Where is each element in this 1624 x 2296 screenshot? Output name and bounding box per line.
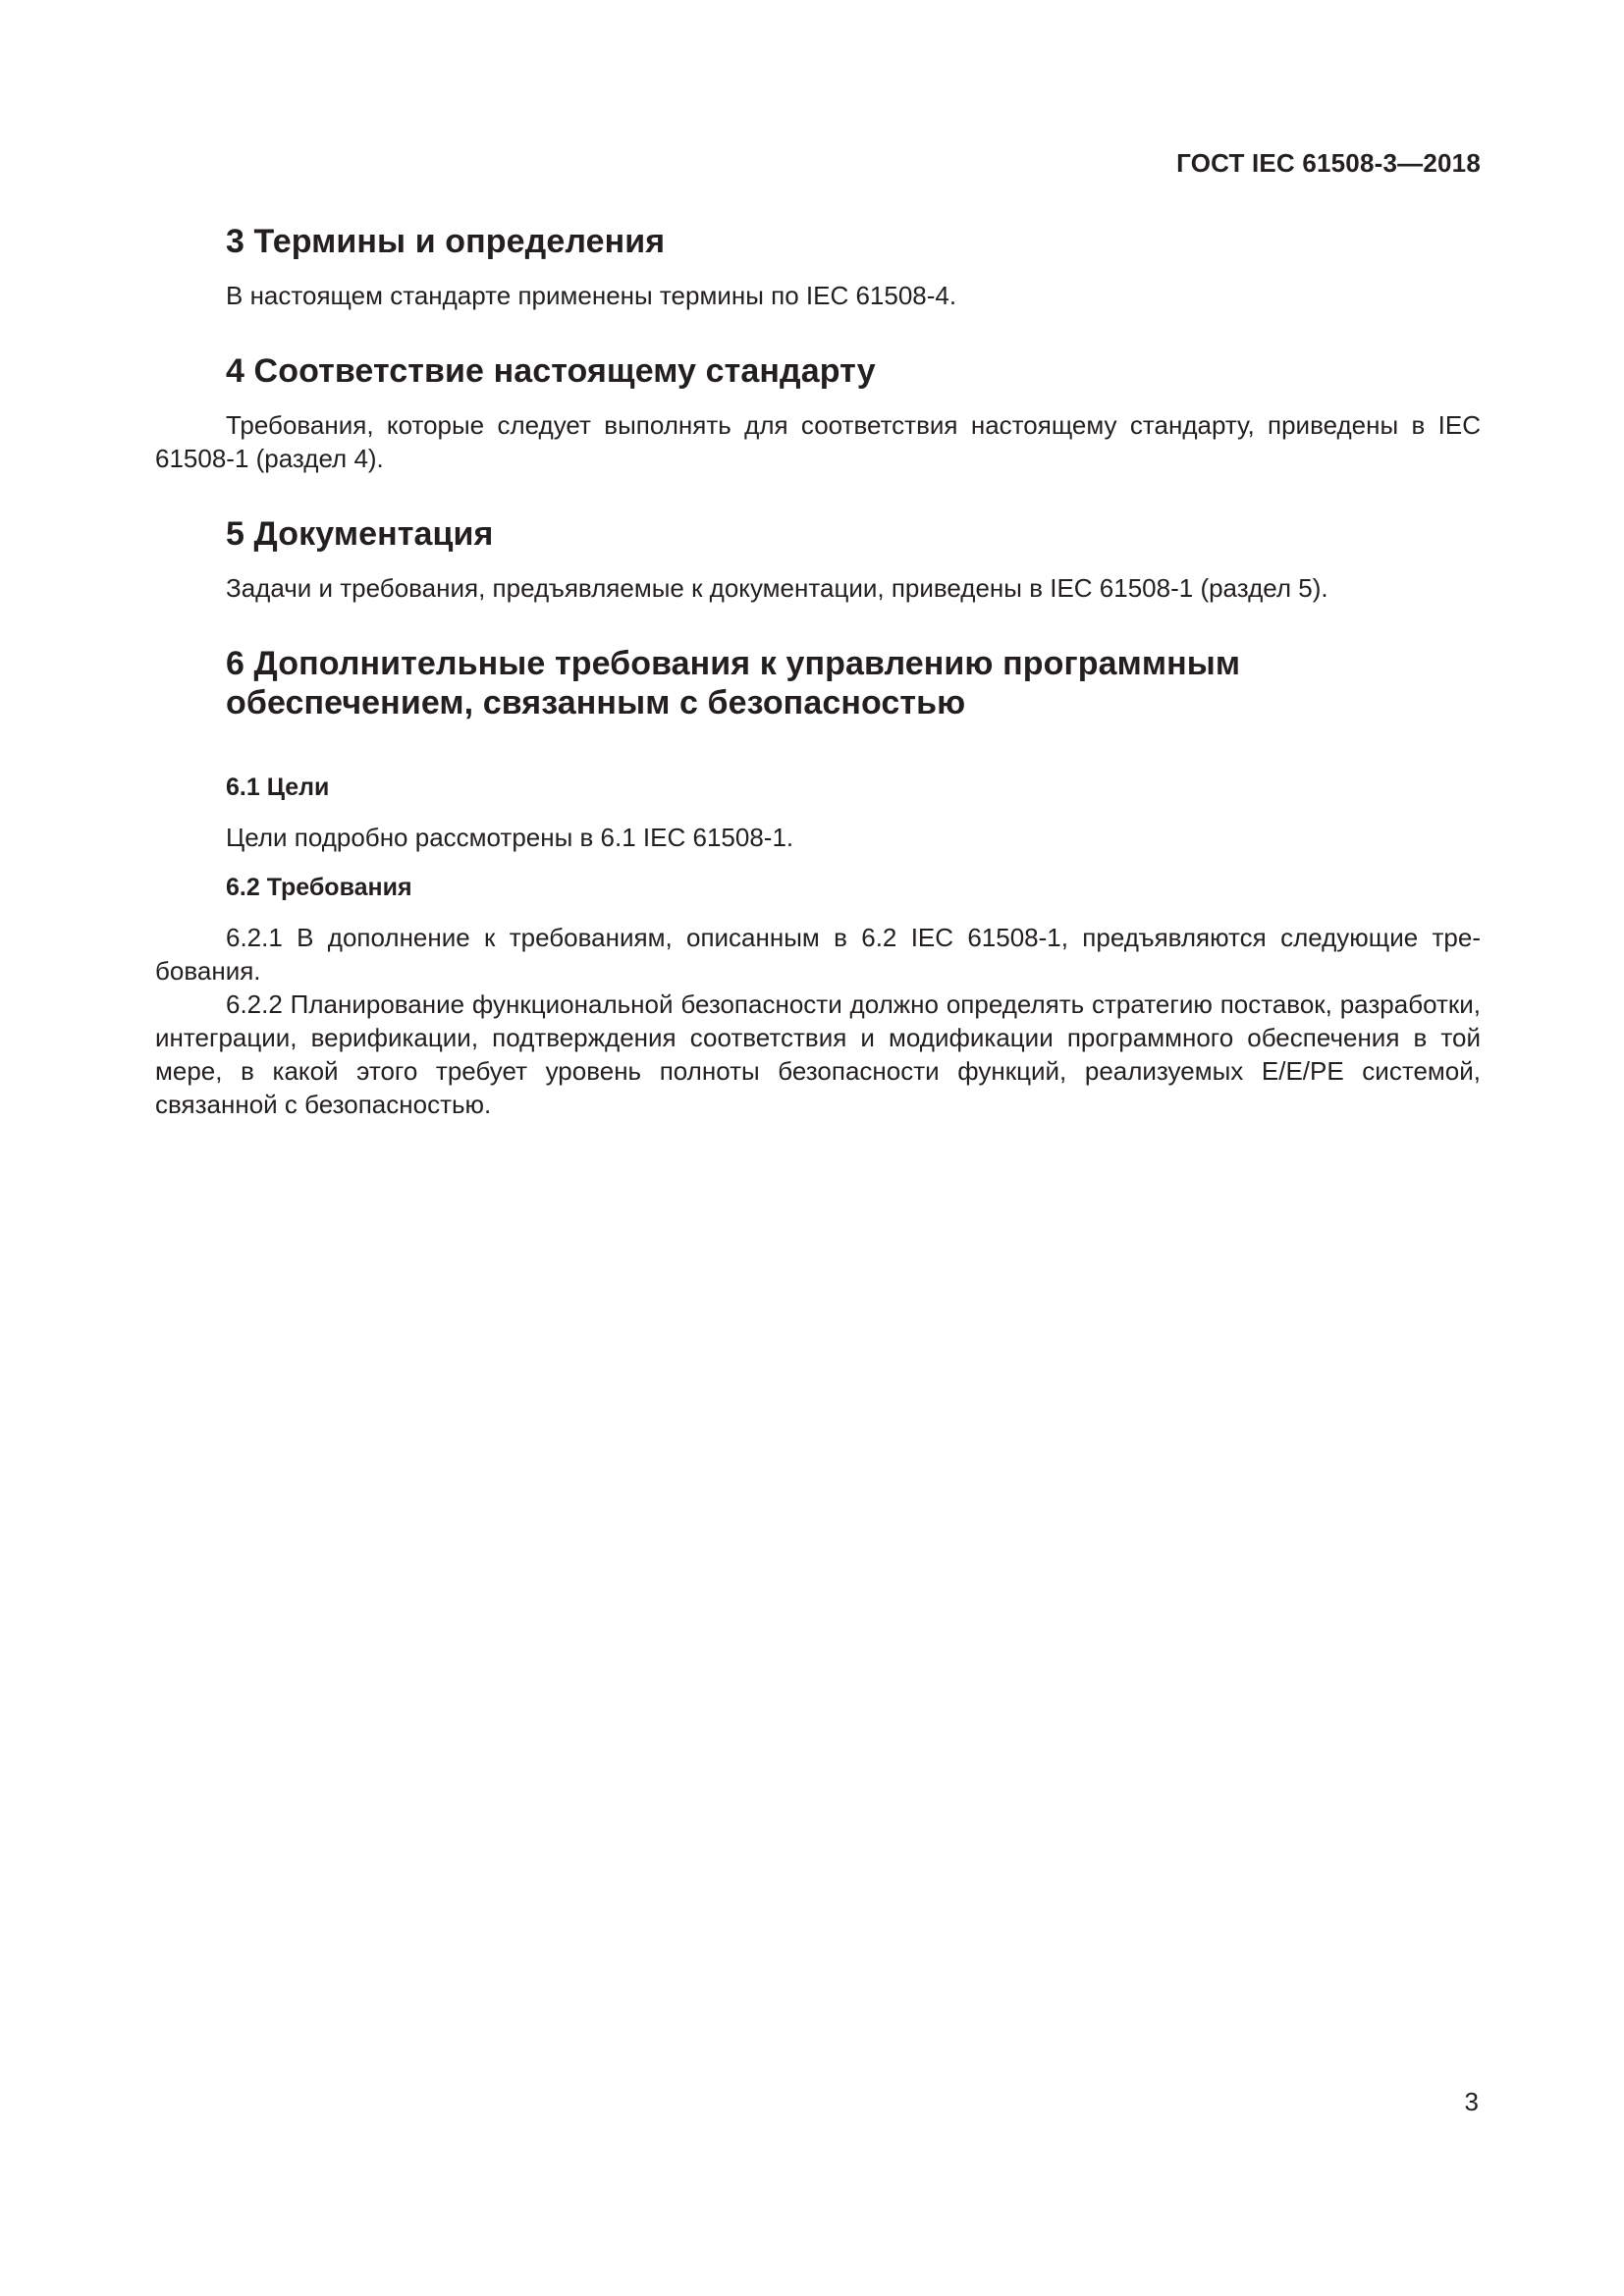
section-5-text: Задачи и требования, предъявляемые к документации, приведены в IEC 61508-1 (раздел 5). <box>226 573 1328 603</box>
section-6-title: 6 Дополнительные требования к управлению программным обеспечением, связанным с безопасностью <box>226 645 1241 721</box>
clause-6-2-1-text: 6.2.1 В дополнение к требованиям, описанным в 6.2 IEC 61508-1, предъявляются следующие требования. <box>155 923 1481 986</box>
section-3-title: 3 Термины и определения <box>226 223 666 260</box>
page-content <box>155 222 1481 1121</box>
running-header: ГОСТ IEC 61508-3—2018 <box>1176 148 1481 178</box>
section-3-text: В настоящем стандарте применены термины по IEC 61508-4. <box>226 281 957 310</box>
section-4-title: 4 Соответствие настоящему стандарту <box>226 352 876 390</box>
subsection-6-2-title: 6.2 Требования <box>226 874 412 901</box>
subsection-6-1-text: Цели подробно рассмотрены в 6.1 IEC 61508-1. <box>226 823 794 852</box>
page-number: 3 <box>1464 2087 1479 2116</box>
section-5-title: 5 Документация <box>226 515 494 553</box>
section-4-text: Требования, которые следует выполнять для соответствия настоящему стандарту, приведены в IEC 61508-1 (раздел 4). <box>155 410 1481 473</box>
subsection-6-1-title: 6.1 Цели <box>226 774 330 801</box>
clause-6-2-2-text: 6.2.2 Планирование функциональной безопасности должно определять стратегию поставок, разработки, интеграции, верификации, подтверждения соответствия и модификации программного обеспечения в той мере, в какой этого требует уровень полноты безопасности функций, реализуемых E/E/PE системой, связанной с безопасностью. <box>155 989 1481 1119</box>
